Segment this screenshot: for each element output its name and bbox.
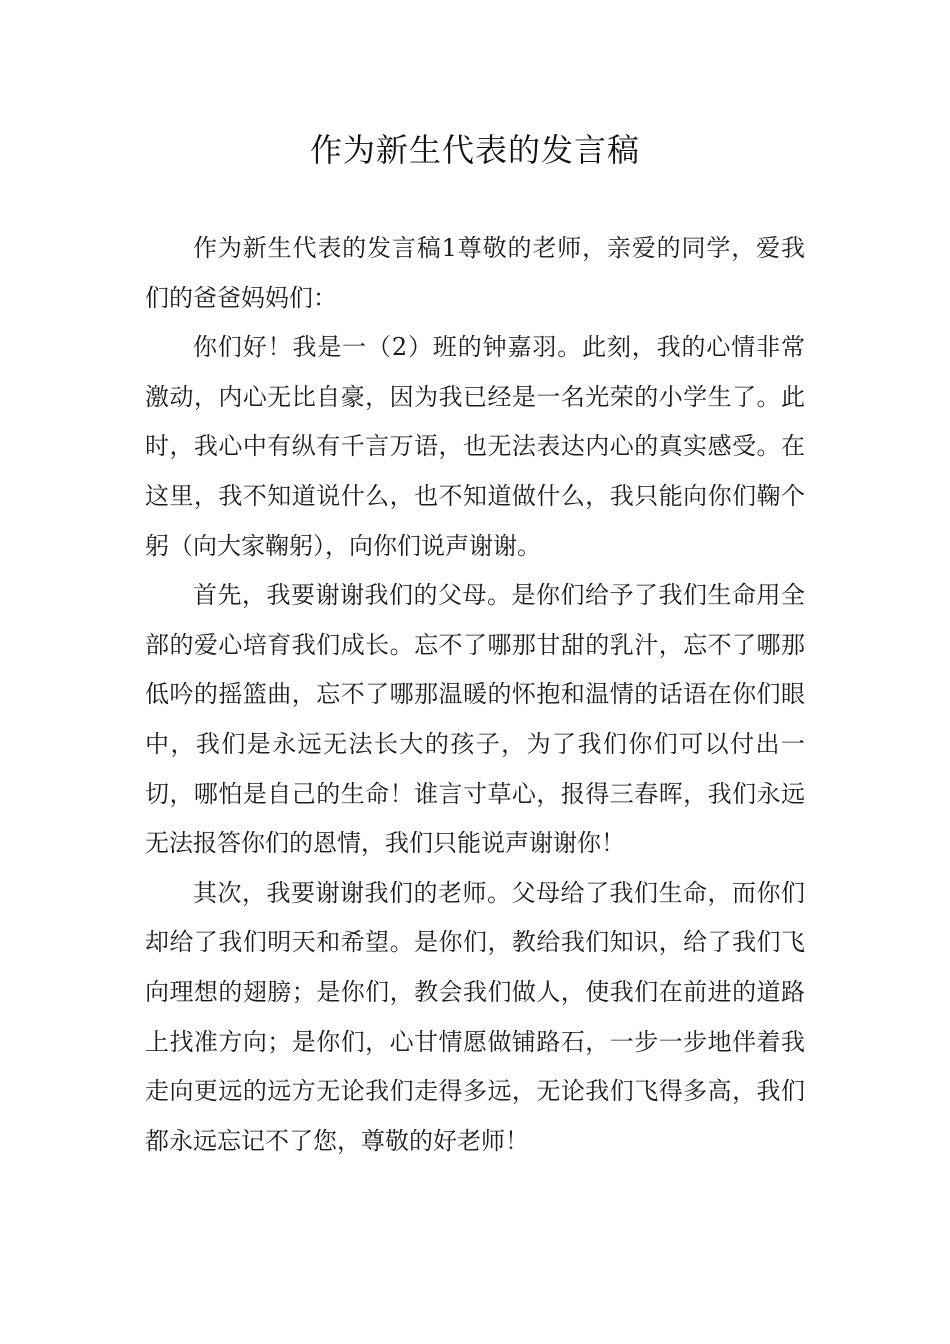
paragraph-thanks-parents: 首先，我要谢谢我们的父母。是你们给予了我们生命用全部的爱心培育我们成长。忘不了哪那甘甜的乳汁，忘不了哪那低吟的摇篮曲，忘不了哪那温暖的怀抱和温情的话语在你们眼中，我们是永远无法长大的孩子，为了我们你们可以付出一切，哪怕是自己的生命！谁言寸草心，报得三春晖，我们永远无法报答你们的恩情，我们只能说声谢谢你！	[145, 581, 805, 858]
paragraph-salutation: 作为新生代表的发言稿1尊敬的老师，亲爱的同学，爱我们的爸爸妈妈们：	[145, 234, 805, 312]
paragraph-greeting: 你们好！我是一（2）班的钟嘉羽。此刻，我的心情非常激动，内心无比自豪，因为我已经是一名光荣的小学生了。此时，我心中有纵有千言万语，也无法表达内心的真实感受。在这里，我不知道说什么，也不知道做什么，我只能向你们鞠个躬（向大家鞠躬），向你们说声谢谢。	[145, 333, 805, 560]
paragraph-thanks-teachers: 其次，我要谢谢我们的老师。父母给了我们生命，而你们却给了我们明天和希望。是你们，教给我们知识，给了我们飞向理想的翅膀；是你们，教会我们做人，使我们在前进的道路上找准方向；是你们，心甘情愿做铺路石，一步一步地伴着我走向更远的远方无论我们走得多远，无论我们飞得多高，我们都永远忘记不了您，尊敬的好老师！	[145, 878, 805, 1155]
document-title: 作为新生代表的发言稿	[309, 131, 640, 169]
document-body	[145, 224, 805, 1166]
